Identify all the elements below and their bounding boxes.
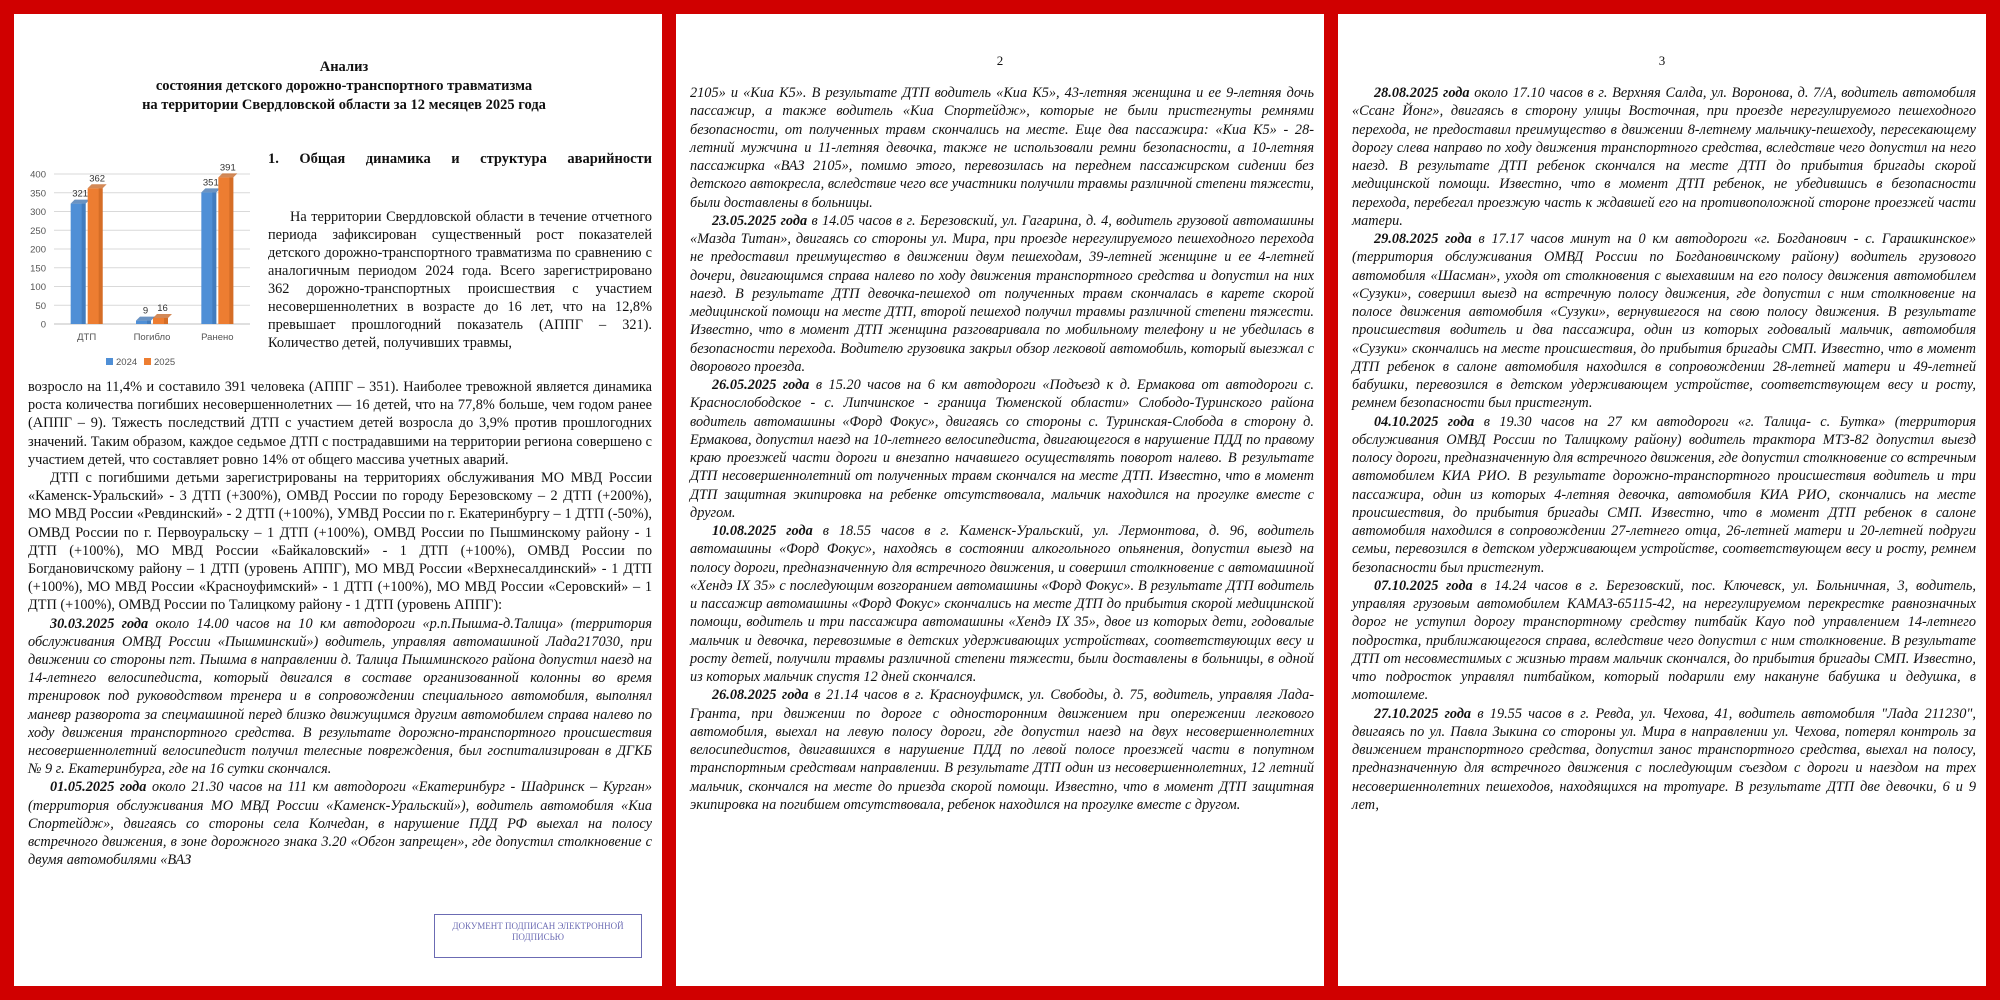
incident-4-text: в 15.20 часов на 6 км автодороги «Подъезд к д. Ермакова от автодороги с. Краснослободское - с. Липчинское - граница Тюменской области» Слободо-Туринского района водитель автомашины «Форд Фокус», двигаясь со стороны с. Туринская-Слобода в сторону д. Ермакова, допустил наезд на 10-летнего велосипедиста, двигающегося в нарушение ПДД по правому краю проезжей части дороги и внезапно начавшего осуществлять поворот налево. В результате ДТП несовершеннолетний от полученных травм скончался на месте ДТП. Известно, что в момент ДТП защитная экипировка на ребенке отсутствовала, мальчик находился на прогулке вместе с другом. [690,377,1314,521]
incident-10-text: в 14.24 часов в г. Березовский, пос. Ключевск, ул. Больничная, 3, водитель, управляя грузовым автомобилем КАМАЗ-65115-42, на нерегулируемом перекрестке равнозначных дорог не уступил дорогу транспортному средству питбайк Кауо под управлением 14-летнего подростка, приближающегося справа, вследствие чего допустил с ним столкновение. В результате ДТП от несовместимых с жизнью травм мальчик скончался, до прибытия бригады СМП. Известно, что подросток управлял питбайком, который подарили ему накануне бабушка и дедушка, в мотошлеме. [1352,577,1977,704]
data-label: 16 [157,303,168,314]
y-tick-label: 0 [40,319,46,331]
bar-shade [164,318,168,324]
incident-8-text: в 17.17 часов минут на 0 км автодороги «г. Богданович - с. Гарашкинское» (территория обслуживания ОМВД России по Богдановичскому району) водитель грузового автомобиля «Шасман», уходя от столкновения с выехавшим на его полосу движения автомобилем «Сузуки», совершил выезд на встречную полосу движения, где допустил с ним столкновение на полосе движения автомобиля «Сузуки», вернувшегося на свою полосу движения. В результате происшествия водитель и два пассажира, один из которых годовалый мальчик, автомобиля «Сузуки» скончались на месте происшествия, до прибытия бригады СМП. Известно, что в момент ДТП ребенок в салоне автомобиля находился в сопровождении 28-летней матери и 49-летней бабушки, перевозился в детском удерживающем устройстве, соответствующем весу и росту, ремнем безопасности был пристегнут. [1352,231,1976,412]
incident-8-date: 29.08.2025 года [1374,231,1472,247]
incident-9-date: 04.10.2025 года [1374,413,1475,430]
y-tick-label: 350 [30,188,46,200]
incident-2-continued: 2105» и «Киа К5». В результате ДТП водитель «Киа К5», 43-летняя женщина и ее 9-летняя дочь пассажир, а также водитель «Киа Спортейдж», которые не были пристегнуты ремнями безопасности, от полученных травм скончались на месте. Еще два пассажира: «Киа К5» - 28-летний мужчина и 11-летняя девочка, также не использовали ремни безопасности, а 10-летняя пассажирка «ВАЗ 2105», помимо этого, перевозилась на переднем пассажирском сидении без детского автокресла, вследствие чего все участники получили травмы различной степени тяжести, были доставлены в больницы. [690,85,1314,211]
bar-top [71,200,90,204]
incident-6-date: 26.08.2025 года [712,687,809,704]
chart-svg [14,136,260,374]
y-tick-label: 100 [30,282,46,293]
document-title [94,58,594,115]
bar-shade [212,192,216,324]
category-label: Погибло [133,332,171,343]
paragraph-overview: На территории Свердловской области в течение отчетного периода зафиксирован существенный рост показателей детского дорожно-транспортного травматизма по сравнению с аналогичным периодом 2024 года. Всего зарегистрировано 362 дорожно-транспортных происшествия с участием несовершеннолетних в возрасте до 16 лет, что на 12,8% превышает прошлогодний показатель (АППГ – 321). Количество детей, получивших травмы, [268,209,652,351]
document-page-1 [14,14,662,986]
document-page-2 [676,14,1324,986]
incident-6-text: в 21.14 часов в г. Красноуфимск, ул. Свободы, д. 75, водитель, управляя Лада-Гранта, при движении по дороге с односторонним движением при опережении легкового автомобиля, выехал на левую полосу дороги, где допустил наезд на двух несовершеннолетних велосипедистов, двигавшихся в нарушение ПДД по левой полосе проезжей части в попутном транспортным средствам направлении. В результате ДТП один из несовершеннолетних, 12 летний мальчик, скончался на месте до приезда скорой помощи. Известно, что в момент ДТП защитная экипировка на погибшем отсутствовала, ребенок находился на прогулке вместе с другом. [690,687,1314,813]
incident-2-text: около 21.30 часов на 111 км автодороги «Екатеринбург - Шадринск – Курган» (территория обслуживания МО МВД России «Каменск-Уральский»), водитель автомобиля «Киа Спортейдж», двигаясь со стороны села Колчедан, в нарушение ПДД РФ выехал на полосу встречного движения, в зоне дорожного знака 3.20 «Обгон запрещен», где допустил столкновение с двумя автомобилями «ВАЗ [28,779,653,869]
y-tick-label: 50 [35,300,46,312]
section-heading: 1. Общая динамика и структура аварийности [268,151,652,167]
title-line-2: состояния детского дорожно-транспортного травматизма [155,78,533,94]
incident-1 [28,615,652,779]
incident-11-text: в 19.55 часов в г. Ревда, ул. Чехова, 41, водитель автомобиля "Лада 211230", двигаясь по ул. Павла Зыкина со стороны ул. Мира в направлении ул. Чехова, потерял контроль за движением транспортного средства, допустил занос транспортного средства, выехал на полосу, предназначенную для встречного движения с последующим съездом с дороги и наездом на трех несовершеннолетних пешеходов, находящихся на тротуаре. В результате ДТП две девочки, 6 и 9 лет, [1352,705,1976,813]
y-tick-label: 150 [30,263,46,275]
incident-1-date: 30.03.2025 года [50,615,149,632]
incident-3-text: в 14.05 часов в г. Березовский, ул. Гагарина, д. 4, водитель грузовой автомашины «Мазда Титан», двигаясь со стороны ул. Мира, при проезде нерегулируемого пешеходного перехода не предоставил преимущество в движении двум пешеходам, 39-летней женщине и ее 4-летней дочери, двигающимся справа налево по ходу движения транспортного средства и допустил на них наезд. В результате ДТП девочка-пешеход от полученных травм скончалась в карете скорой медицинской помощи на месте ДТП, второй пешеход получил травмы различной степени тяжести. Известно, что в момент ДТП женщина разговаривала по мобильному телефону и не убедилась в безопасности перехода. Водителю грузовика закрыл обзор легковой автомобиль, который выезжал с дворового проезда. [690,212,1314,375]
incident-1-text: около 14.00 часов на 10 км автодороги «р.п.Пышма-д.Талица» (территория обслуживания ОМВД России «Пышминский») водитель, управляя автомашиной Лада217030, при движении со стороны пгт. Пышма в направлении д. Талица Пышминского района допустил наезд на 14-летнего велосипедиста, который двигался в составе организованной колонны во время тренировок под руководством тренера и в сопровождении специального автомобиля, выполнял маневр разворота за спецмашиной перед близко движущимся другим автомобилем справа налево по ходу движения транспортного средства. В результате дорожно-транспортного происшествия несовершеннолетний велосипедист получил телесные повреждения, был госпитализирован в ДГКБ № 9 г. Екатеринбурга, где на 16 сутки скончался. [28,615,652,778]
legend-swatch-2025 [144,358,151,365]
incident-3-date: 23.05.2025 года [712,212,808,229]
incident-4 [690,376,1314,522]
incident-9 [1352,413,1976,577]
category-label: ДТП [77,332,97,343]
incident-4-date: 26.05.2025 года [712,377,810,393]
incident-7-date: 28.08.2025 года [1374,85,1470,101]
text-column-page-2 [690,84,1314,814]
incident-9-text: в 19.30 часов на 27 км автодороги «г. Талица- с. Бутка» (территория обслуживания ОМВД России по Талицкому району) водитель трактора МТЗ-82 допустил выезд полосу дороги, предназначенную для встречного движения, где допустил столкновение со встречным автомобилем КИА РИО. В результате дорожно-транспортного происшествия водитель и три пассажира, один из которых 4-летняя девочка, автомобиля КИА РИО, скончались на месте происшествия, до прибытия бригады СМП. Известно, что в момент ДТП ребенок в салоне автомобиля находился в сопровождении 27-летнего отца, 26-летней матери и 20-летней подруги семьи, перевозился в детском удерживающем устройстве, соответствующем весу и росту, ремнем безопасности был пристегнут. [1352,413,1976,576]
signature-stamp: ДОКУМЕНТ ПОДПИСАН ЭЛЕКТРОННОЙ ПОДПИСЬЮ [434,914,642,958]
text-column-page-1 [28,378,652,869]
document-page-3 [1338,14,1986,986]
title-line-1: Анализ [319,59,369,75]
incident-8 [1352,230,1976,413]
incident-3 [690,212,1314,376]
legend-swatch-2024 [106,358,113,365]
incident-5-text: в 18.55 часов в г. Каменск-Уральский, ул. Лермонтова, д. 96, водитель автомашины «Форд Фокус», находясь в состоянии алкогольного опьянения, допустил выезд на полосу дороги, предназначенную для встречного движения, и совершил столкновение с автомашиной «Хендэ IX 35» с последующим возгоранием автомашины «Форд Фокус». В результате ДТП водитель и пассажир автомашины «Форд Фокус» скончались на месте ДТП до прибытия скорой медицинской помощи, водитель и три пассажира автомашины «Хендэ IX 35», двое из которых дети, годовалые мальчик и девочка, перевозимые в детских удерживающих устройствах, соответствующих весу и росту детей, получили травмы различной степени тяжести, были доставлены в больницы, в одной из которых мальчик спустя 12 дней скончался. [690,523,1315,685]
bar-shade [82,204,86,324]
bar-top [201,188,220,192]
y-tick-label: 300 [30,207,46,218]
incident-7-text: около 17.10 часов в г. Верхняя Салда, ул. Воронова, д. 7/А, водитель автомобиля «Ссанг Йонг», двигаясь в сторону улицы Восточная, при проезде нерегулируемого пешеходного перехода, не предоставил преимущество в движении 8-летнему мальчику-пешеходу, пересекающему дорогу слева направо по ходу движения транспортного средства, вследствие чего допустил на него наезд. В результате ДТП ребенок скончался на месте ДТП до прибытия бригады скорой медицинской помощи. Известно, что в момент ДТП ребенок, не убедившись в безопасности перехода, перебегал проезжую часть к ждавшей его на противоположной стороне проезжей части матери. [1352,85,1976,229]
incident-2-date: 01.05.2025 года [50,779,147,796]
incident-7 [1352,84,1976,230]
text-column-page-3 [1352,84,1976,814]
bar-shade [99,188,103,324]
data-label: 9 [142,305,149,317]
comparison-bar-chart [14,136,260,374]
y-tick-label: 250 [30,225,46,237]
incident-2 [28,778,652,869]
legend-label: 2025 [154,357,176,368]
page-number: 2 [996,53,1004,68]
bar-shade [147,321,151,324]
bar-top [88,184,107,188]
bar-top [136,317,155,321]
data-label: 351 [202,177,219,189]
incident-10 [1352,577,1976,705]
incident-6 [690,686,1314,814]
page-number: 3 [1658,53,1666,68]
paragraph-overview-continued: возросло на 11,4% и составило 391 человека (АППГ – 351). Наиболее тревожной является динамика роста количества погибших несовершеннолетних — 16 детей, что на 77,8% больше, чем годом ранее (АППГ – 9). Тяжесть последствий ДТП с участием детей возросла до 3,9% против прошлогодних значений. Таким образом, каждое седьмое ДТП с пострадавшими на территории региона совершено с участием детей, что составляет ровно 14% от общего массива учетных аварий. [28,379,652,468]
incident-11 [1352,705,1976,815]
category-label: Ранено [201,332,234,343]
incident-5-date: 10.08.2025 года [712,523,813,539]
bar-top [153,314,172,318]
data-label: 391 [219,162,236,174]
incident-5 [690,522,1314,686]
data-label: 321 [72,188,89,200]
incident-10-date: 07.10.2025 года [1374,577,1473,594]
paragraph-regions: ДТП с погибшими детьми зарегистрированы на территориях обслуживания МО МВД России «Каменск-Уральский» - 3 ДТП (+300%), ОМВД России по городу Березовскому – 2 ДТП (+200%), МО МВД России «Ревдинский» - 2 ДТП (+100%), УМВД России по г. Екатеринбургу – 1 ДТП (-50%), ОМВД России по г. Первоуральску – 1 ДТП (+100%), ОМВД России по Пышминскому району - 1 ДТП (+100%), МО МВД России «Байкаловский» - 1 ДТП (+100%), ОМВД России по Богдановичскому району – 1 ДТП (уровень АППГ), МО МВД России «Верхнесалдинский» - 1 ДТП (+100%), МО МВД России «Красноуфимский» - 1 ДТП (+100%), МО МВД России «Серовский» – 1 ДТП (+100%), ОМВД России по Талицкому району - 1 ДТП (уровень АППГ): [28,470,652,614]
title-line-3: на территории Свердловской области за 12 месяцев 2025 года [142,97,546,113]
data-label: 362 [89,173,106,185]
legend-label: 2024 [116,357,138,368]
bar-shade [229,177,233,324]
incident-11-date: 27.10.2025 года [1374,705,1472,722]
y-tick-label: 400 [30,169,46,181]
y-tick-label: 200 [30,244,46,256]
